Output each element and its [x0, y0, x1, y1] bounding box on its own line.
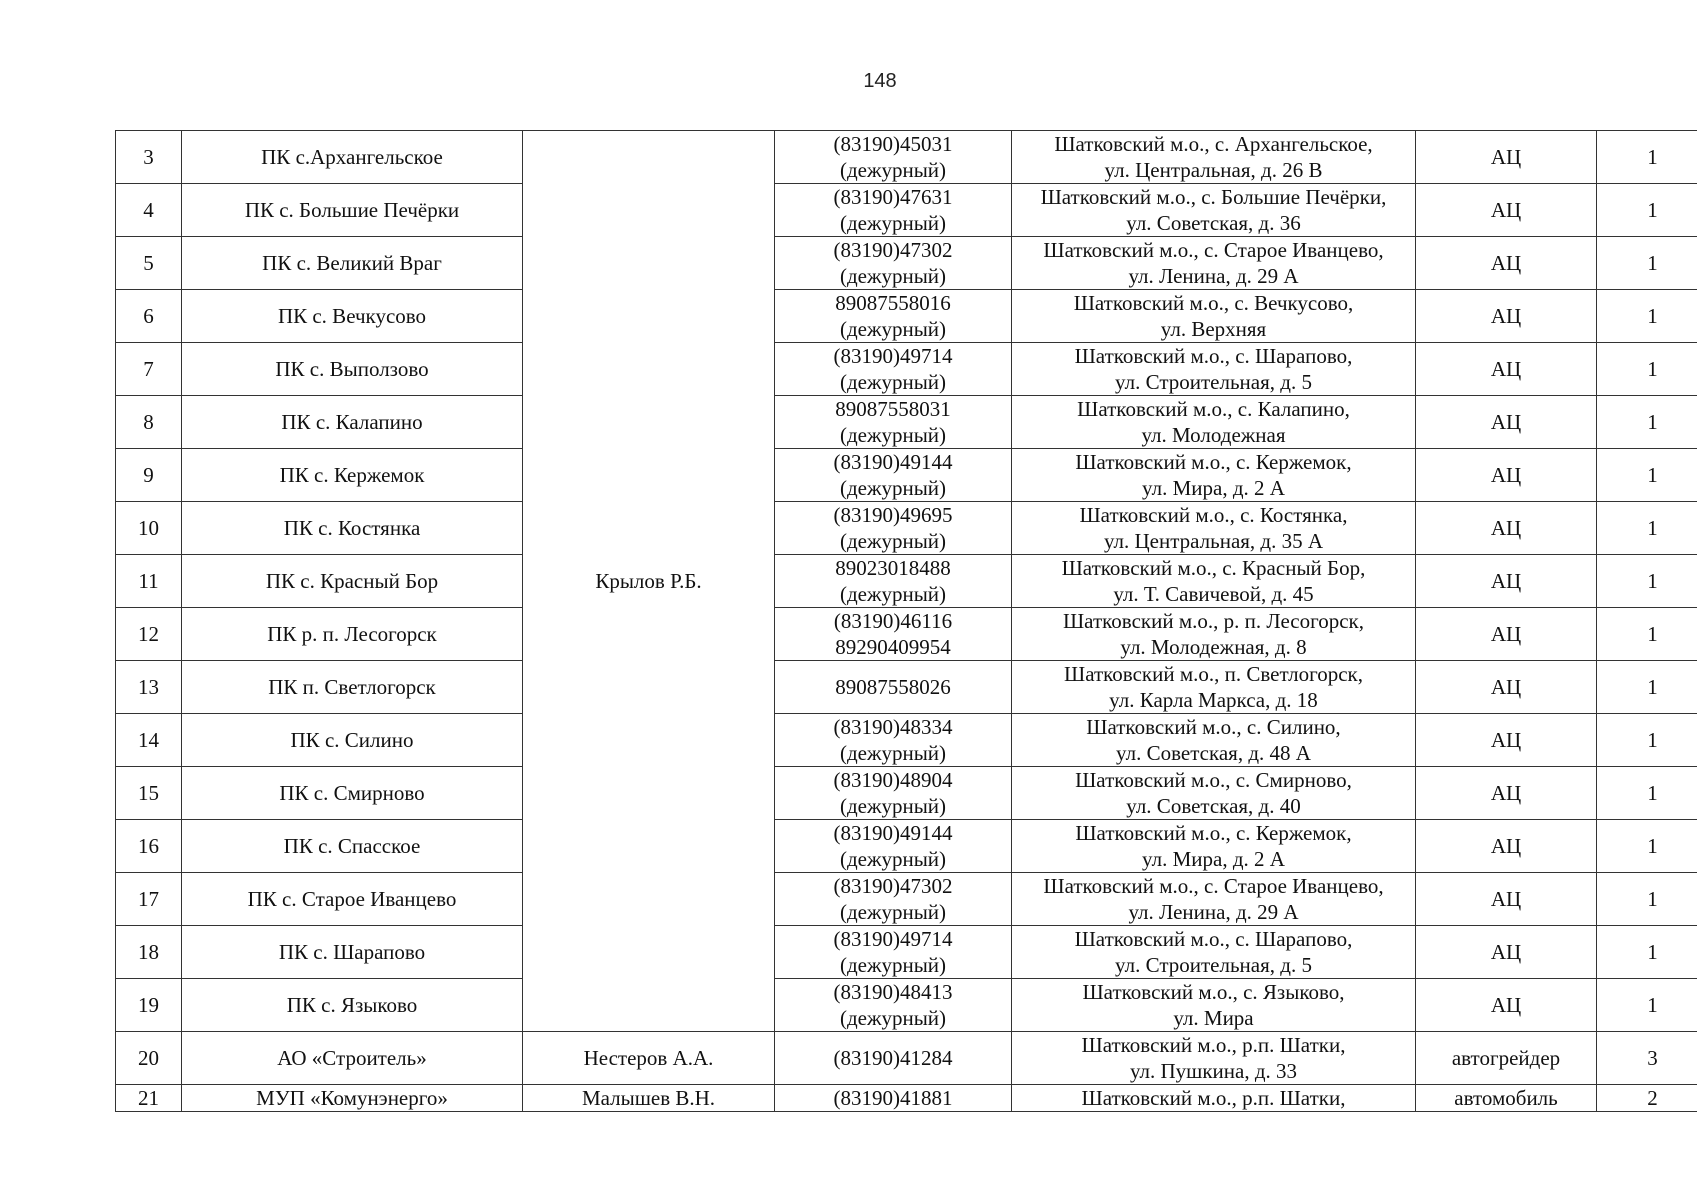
equipment-count: 3 [1597, 1032, 1697, 1085]
phone [775, 396, 1012, 449]
equipment-type: автомобиль [1416, 1085, 1597, 1112]
phone-line: (дежурный) [839, 317, 947, 341]
table-row [116, 873, 1697, 926]
table-row [116, 661, 1697, 714]
responsible-person: Малышев В.Н. [523, 1085, 775, 1112]
equipment-type: АЦ [1416, 237, 1597, 290]
address-line: ул. Центральная, д. 35 А [1103, 529, 1324, 553]
phone-line: (83190)49144 [833, 821, 953, 845]
unit-name: ПК р. п. Лесогорск [182, 608, 523, 661]
equipment-type: АЦ [1416, 661, 1597, 714]
unit-name: ПК с. Старое Иванцево [182, 873, 523, 926]
row-number: 5 [116, 237, 182, 290]
row-number: 13 [116, 661, 182, 714]
row-number: 16 [116, 820, 182, 873]
phone-line: (83190)49144 [833, 450, 953, 474]
row-number: 12 [116, 608, 182, 661]
responsible-person: Крылов Р.Б. [523, 131, 775, 1032]
phone-line: (83190)48904 [833, 768, 953, 792]
phone: (83190)41284 [775, 1032, 1012, 1085]
address-line: Шатковский м.о., с. Костянка, [1079, 503, 1348, 527]
row-number: 8 [116, 396, 182, 449]
phone-line: (дежурный) [839, 529, 947, 553]
phone-line: (дежурный) [839, 1006, 947, 1030]
address-line: ул. Молодежная [1141, 423, 1286, 447]
address-line: Шатковский м.о., с. Вечкусово, [1073, 291, 1354, 315]
table-row [116, 926, 1697, 979]
equipment-count: 1 [1597, 555, 1697, 608]
phone-line: 89087558016 [835, 291, 951, 315]
row-number: 20 [116, 1032, 182, 1085]
table-row [116, 184, 1697, 237]
phone [775, 131, 1012, 184]
address-line: ул. Советская, д. 40 [1126, 794, 1301, 818]
phone [775, 873, 1012, 926]
address-line: Шатковский м.о., с. Старое Иванцево, [1043, 238, 1384, 262]
phone-line: (83190)48413 [833, 980, 953, 1004]
address-line: Шатковский м.о., р. п. Лесогорск, [1063, 609, 1364, 633]
phone-line: (дежурный) [839, 158, 947, 182]
phone-line: (дежурный) [839, 847, 947, 871]
phone [775, 979, 1012, 1032]
table-row [116, 714, 1697, 767]
equipment-count: 1 [1597, 184, 1697, 237]
address [1012, 555, 1416, 608]
equipment-type: АЦ [1416, 714, 1597, 767]
address-line: Шатковский м.о., п. Светлогорск, [1064, 662, 1363, 686]
phone-line: (дежурный) [839, 264, 947, 288]
unit-name: ПК с. Кержемок [182, 449, 523, 502]
equipment-count: 1 [1597, 343, 1697, 396]
phone-line: (дежурный) [839, 476, 947, 500]
address-line: Шатковский м.о., с. Калапино, [1077, 397, 1350, 421]
phone-line: (дежурный) [839, 370, 947, 394]
unit-name: ПК п. Светлогорск [182, 661, 523, 714]
unit-name: ПК с. Шарапово [182, 926, 523, 979]
table-row [116, 555, 1697, 608]
row-number: 19 [116, 979, 182, 1032]
unit-name: ПК с. Спасское [182, 820, 523, 873]
address-line: Шатковский м.о., с. Архангельское, [1054, 132, 1373, 156]
address [1012, 237, 1416, 290]
unit-name: ПК с.Архангельское [182, 131, 523, 184]
address-line: ул. Молодежная, д. 8 [1120, 635, 1307, 659]
address [1012, 290, 1416, 343]
address-line: Шатковский м.о., с. Силино, [1086, 715, 1341, 739]
page-number: 148 [863, 70, 897, 92]
phone-line: (дежурный) [839, 741, 947, 765]
phone [775, 820, 1012, 873]
address: Шатковский м.о., р.п. Шатки, [1012, 1085, 1416, 1112]
address-line: ул. Мира, д. 2 А [1142, 476, 1285, 500]
equipment-count: 1 [1597, 449, 1697, 502]
address [1012, 396, 1416, 449]
equipment-count: 1 [1597, 131, 1697, 184]
equipment-type: АЦ [1416, 767, 1597, 820]
row-number: 4 [116, 184, 182, 237]
address [1012, 1032, 1416, 1085]
phone-line: (83190)47302 [833, 238, 953, 262]
phone-line: (дежурный) [839, 900, 947, 924]
address-line: ул. Строительная, д. 5 [1115, 953, 1312, 977]
equipment-count: 2 [1597, 1085, 1697, 1112]
table-row [116, 502, 1697, 555]
address-line: Шатковский м.о., с. Смирново, [1075, 768, 1352, 792]
equipment-count: 1 [1597, 873, 1697, 926]
phone-line: (дежурный) [839, 953, 947, 977]
phone-line: (83190)49714 [833, 344, 953, 368]
equipment-type: АЦ [1416, 979, 1597, 1032]
phone-line: (дежурный) [839, 211, 947, 235]
address [1012, 343, 1416, 396]
unit-name: АО «Строитель» [182, 1032, 523, 1085]
unit-name: ПК с. Языково [182, 979, 523, 1032]
address [1012, 184, 1416, 237]
row-number: 18 [116, 926, 182, 979]
phone-line: (83190)46116 [833, 609, 953, 633]
address-line: Шатковский м.о., р.п. Шатки, [1081, 1033, 1346, 1057]
equipment-count: 1 [1597, 290, 1697, 343]
address-line: Шатковский м.о., с. Языково, [1082, 980, 1345, 1004]
equipment-type: автогрейдер [1416, 1032, 1597, 1085]
equipment-type: АЦ [1416, 343, 1597, 396]
phone [775, 237, 1012, 290]
table-row [116, 820, 1697, 873]
equipment-count: 1 [1597, 237, 1697, 290]
address [1012, 502, 1416, 555]
equipment-count: 1 [1597, 926, 1697, 979]
address-line: Шатковский м.о., с. Шарапово, [1074, 927, 1353, 951]
table-body [116, 131, 1697, 1112]
address [1012, 608, 1416, 661]
phone [775, 926, 1012, 979]
address-line: ул. Карла Маркса, д. 18 [1109, 688, 1318, 712]
equipment-type: АЦ [1416, 131, 1597, 184]
address-line: ул. Пушкина, д. 33 [1129, 1059, 1298, 1083]
phone: (83190)41881 [775, 1085, 1012, 1112]
unit-name: ПК с. Выползово [182, 343, 523, 396]
address [1012, 661, 1416, 714]
phone [775, 767, 1012, 820]
equipment-count: 1 [1597, 502, 1697, 555]
address [1012, 714, 1416, 767]
row-number: 11 [116, 555, 182, 608]
address [1012, 926, 1416, 979]
phone-line: (дежурный) [839, 794, 947, 818]
phone-line: 89087558031 [835, 397, 951, 421]
phone [775, 449, 1012, 502]
unit-name: МУП «Комунэнерго» [182, 1085, 523, 1112]
unit-name: ПК с. Костянка [182, 502, 523, 555]
row-number: 15 [116, 767, 182, 820]
address-line: Шатковский м.о., с. Шарапово, [1074, 344, 1353, 368]
row-number: 7 [116, 343, 182, 396]
phone-line: (83190)47631 [833, 185, 953, 209]
phone [775, 184, 1012, 237]
equipment-type: АЦ [1416, 873, 1597, 926]
equipment-type: АЦ [1416, 290, 1597, 343]
table-row [116, 290, 1697, 343]
address-line: ул. Мира [1173, 1006, 1254, 1030]
phone-line: (83190)47302 [833, 874, 953, 898]
unit-name: ПК с. Силино [182, 714, 523, 767]
phone [775, 343, 1012, 396]
address-line: Шатковский м.о., с. Красный Бор, [1061, 556, 1366, 580]
row-number: 3 [116, 131, 182, 184]
phone-line: 89087558026 [835, 675, 951, 699]
equipment-type: АЦ [1416, 396, 1597, 449]
address [1012, 873, 1416, 926]
address-line: ул. Т. Савичевой, д. 45 [1113, 582, 1314, 606]
table-row [116, 1085, 1697, 1112]
phone-line: (83190)48334 [833, 715, 953, 739]
row-number: 14 [116, 714, 182, 767]
address-line: ул. Ленина, д. 29 А [1128, 264, 1299, 288]
row-number: 10 [116, 502, 182, 555]
row-number: 9 [116, 449, 182, 502]
address-line: ул. Ленина, д. 29 А [1128, 900, 1299, 924]
phone-line: 89023018488 [835, 556, 951, 580]
phone [775, 608, 1012, 661]
address [1012, 131, 1416, 184]
table-row [116, 767, 1697, 820]
table-row [116, 449, 1697, 502]
equipment-count: 1 [1597, 714, 1697, 767]
table-row [116, 396, 1697, 449]
address-line: ул. Советская, д. 48 А [1116, 741, 1311, 765]
unit-name: ПК с. Смирново [182, 767, 523, 820]
address [1012, 979, 1416, 1032]
unit-name: ПК с. Большие Печёрки [182, 184, 523, 237]
equipment-count: 1 [1597, 396, 1697, 449]
equipment-type: АЦ [1416, 184, 1597, 237]
row-number: 21 [116, 1085, 182, 1112]
address-line: ул. Советская, д. 36 [1126, 211, 1301, 235]
equipment-type: АЦ [1416, 926, 1597, 979]
resources-table [115, 130, 1697, 1112]
equipment-type: АЦ [1416, 555, 1597, 608]
equipment-count: 1 [1597, 767, 1697, 820]
phone [775, 290, 1012, 343]
equipment-type: АЦ [1416, 608, 1597, 661]
unit-name: ПК с. Калапино [182, 396, 523, 449]
phone-line: (83190)49695 [833, 503, 953, 527]
phone-line: (83190)49714 [833, 927, 953, 951]
unit-name: ПК с. Красный Бор [182, 555, 523, 608]
phone-line: 89290409954 [835, 635, 951, 659]
responsible-person: Нестеров А.А. [523, 1032, 775, 1085]
address-line: Шатковский м.о., с. Кержемок, [1075, 450, 1352, 474]
address [1012, 767, 1416, 820]
address [1012, 449, 1416, 502]
phone [775, 714, 1012, 767]
table-row [116, 131, 1697, 184]
address-line: Шатковский м.о., с. Кержемок, [1075, 821, 1352, 845]
table-row [116, 343, 1697, 396]
table-row [116, 1032, 1697, 1085]
phone-line: (83190)45031 [833, 132, 953, 156]
row-number: 6 [116, 290, 182, 343]
table-row [116, 237, 1697, 290]
equipment-count: 1 [1597, 979, 1697, 1032]
table-row [116, 979, 1697, 1032]
address-line: Шатковский м.о., с. Старое Иванцево, [1043, 874, 1384, 898]
phone [775, 502, 1012, 555]
row-number: 17 [116, 873, 182, 926]
address-line: ул. Мира, д. 2 А [1142, 847, 1285, 871]
equipment-count: 1 [1597, 820, 1697, 873]
phone-line: (дежурный) [839, 582, 947, 606]
address-line: ул. Центральная, д. 26 В [1104, 158, 1323, 182]
equipment-count: 1 [1597, 608, 1697, 661]
unit-name: ПК с. Великий Враг [182, 237, 523, 290]
address [1012, 820, 1416, 873]
equipment-type: АЦ [1416, 820, 1597, 873]
equipment-count: 1 [1597, 661, 1697, 714]
address-line: ул. Строительная, д. 5 [1115, 370, 1312, 394]
unit-name: ПК с. Вечкусово [182, 290, 523, 343]
phone [775, 555, 1012, 608]
equipment-type: АЦ [1416, 449, 1597, 502]
address-line: Шатковский м.о., с. Большие Печёрки, [1040, 185, 1387, 209]
phone [775, 661, 1012, 714]
equipment-type: АЦ [1416, 502, 1597, 555]
table-row [116, 608, 1697, 661]
phone-line: (дежурный) [839, 423, 947, 447]
address-line: ул. Верхняя [1160, 317, 1267, 341]
